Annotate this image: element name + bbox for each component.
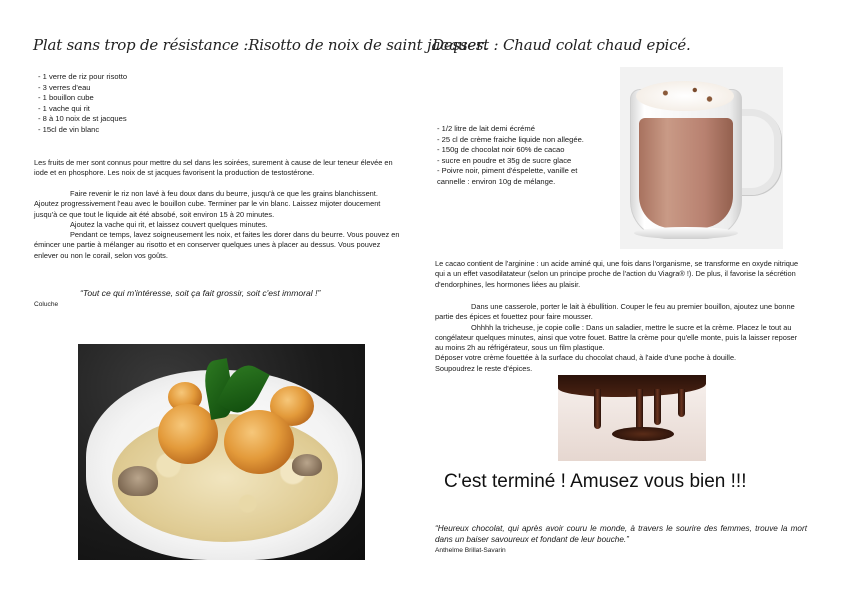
brillat-savarin-author: Anthelme Brillat-Savarin (435, 547, 506, 554)
risotto-steps (34, 189, 402, 261)
dessert-intro: Le cacao contient de l'arginine : un acide aminé qui, une fois dans l'organisme, se transforme en oxyde nitrique qui a un effet vasodilatateur (selon un principe proche de l'action du Viagra® !). De plus, il favorise la sécrétion d'endorphines, les hormones liées au plaisir. (435, 259, 799, 289)
dessert-ingredients (437, 124, 617, 188)
dessert-step: Ohhhh la tricheuse, je copie colle : Dans un saladier, mettre le sucre et la crème. Placez le tout au congélateur quelques minutes, ainsi que votre fouet. Battre la crème pour qu'elle monte, puis la laisser reposer au moins 2h au réfrigérateur, sous un film plastique. (435, 322, 798, 353)
risotto-step: Faire revenir le riz non lavé à feu doux dans du beurre, jusqu'à ce que les grains blanchissent. Ajoutez progressivement l'eau avec le bouillon cube. Terminer par le vin blanc. Laissez mijoter doucement jusqu'à ce que tout le liquide ait été absobé, soit environ 15 à 20 minutes. (34, 189, 381, 219)
ingredient-item: - sucre en poudre et 35g de sucre glace (437, 155, 572, 165)
drip-shape (594, 389, 601, 429)
mushroom-shape (292, 454, 322, 476)
whipped-cream-shape (636, 81, 734, 111)
risotto-step: Pendant ce temps, lavez soigneusement les noix, et faites les dorer dans du beurre. Vous pouvez en émincer une partie à mélanger au risotto et en conserver quelques unes à placer au dessus. Vous pouvez enlever ou non le corail, selon vos goûts. (34, 230, 400, 260)
mushroom-shape (118, 466, 158, 496)
ingredient-item: - 1 verre de riz pour risotto (38, 72, 128, 81)
coluche-author: Coluche (34, 301, 59, 308)
dessert-title: Dessert : Chaud colat chaud epicé. (432, 36, 691, 54)
ingredient-item: - 8 à 10 noix de st jacques (38, 114, 127, 124)
dessert-steps (435, 302, 807, 374)
ingredient-item: - 1 vache qui rit (38, 103, 90, 113)
scallop-shape (224, 410, 294, 474)
hot-chocolate-photo (620, 67, 783, 249)
ingredient-item: - 150g de chocolat noir 60% de cacao (437, 145, 565, 155)
brillat-savarin-quote: “Heureux chocolat, qui après avoir couru le monde, à travers le sourire des femmes, trouve la mort dans un baiser savoureux et fondant de leur bouche.” (435, 524, 807, 544)
chocolate-pool-shape (612, 427, 674, 441)
ingredient-item: - 1 bouillon cube (38, 93, 94, 103)
dessert-step: Déposer votre crème fouettée à la surface du chocolat chaud, à l'aide d'une poche à douille. (435, 353, 737, 363)
closing-message: C'est terminé ! Amusez vous bien !!! (444, 471, 747, 492)
glass-cup-shape (630, 89, 742, 239)
ingredient-item: - 1/2 litre de lait demi écrémé (437, 124, 535, 133)
risotto-title: Plat sans trop de résistance :Risotto de noix de saint jacques. (33, 36, 488, 54)
risotto-step: Ajoutez la vache qui rit, et laissez couvert quelques minutes. (70, 219, 268, 229)
ingredient-item: - Poivre noir, piment d'éspelette, vanille et (437, 166, 578, 176)
dessert-step: Dans une casserole, porter le lait à ébullition. Couper le feu au premier bouillon, ajoutez une bonne partie des épices et fouettez pour faire mousser. (435, 302, 795, 322)
cup-base-shape (634, 227, 738, 239)
ingredient-item: - 25 cl de crème fraiche liquide non allegée. (437, 134, 584, 144)
chocolate-drip-photo (558, 375, 706, 461)
cocoa-shape (639, 118, 733, 228)
risotto-intro: Les fruits de mer sont connus pour mettre du sel dans les soirées, surement à cause de leur teneur élevée en iode et en phosphore. Les noix de st jacques favorisent la production de testostérone. (34, 158, 393, 178)
scallop-shape (158, 404, 218, 464)
risotto-photo (78, 344, 365, 560)
ingredient-item: cannelle : environ 10g de mélange. (437, 176, 556, 186)
ingredient-item: - 15cl de vin blanc (38, 124, 100, 134)
ingredient-item: - 3 verres d'eau (38, 82, 91, 92)
risotto-ingredients (38, 72, 238, 136)
coluche-quote: “Tout ce qui m'intéresse, soit ça fait grossir, soit c'est immoral !” (80, 288, 321, 298)
dessert-step: Soupoudrez le reste d'épices. (435, 363, 533, 373)
drip-shape (654, 389, 661, 425)
drip-shape (678, 389, 685, 417)
